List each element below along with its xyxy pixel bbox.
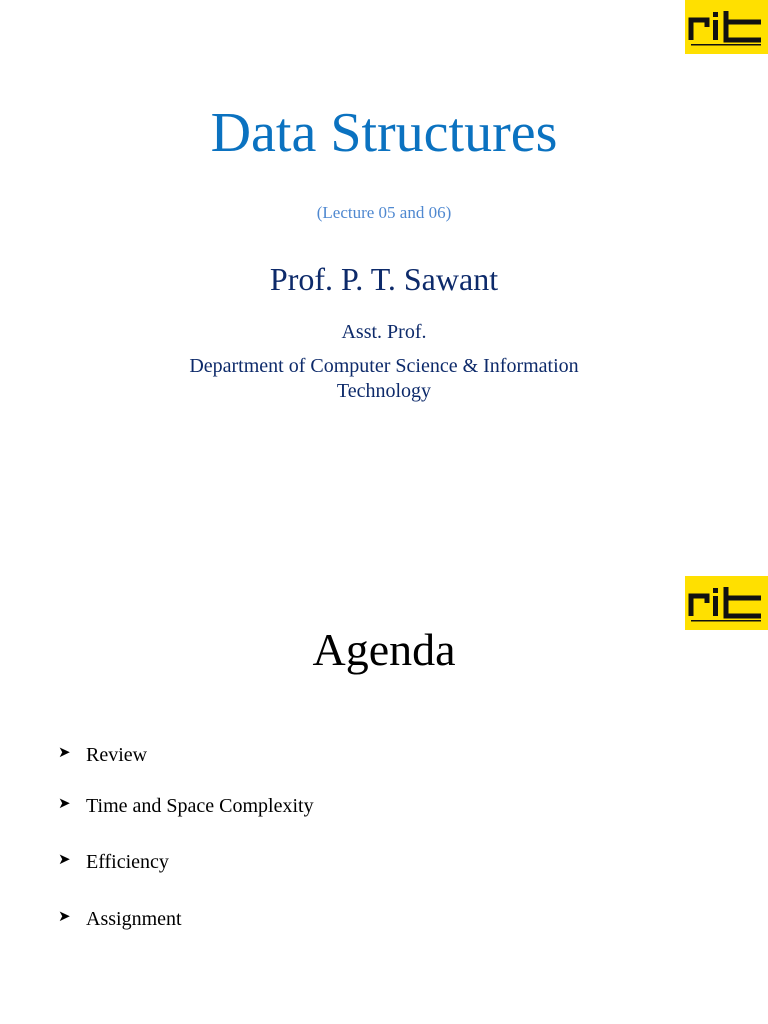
- list-item-label: Efficiency: [86, 851, 169, 873]
- lecture-subtitle: (Lecture 05 and 06): [316, 203, 452, 222]
- author-role: Asst. Prof.: [341, 321, 427, 343]
- rit-logo-icon: [685, 0, 768, 54]
- list-item-label: Time and Space Complexity: [86, 795, 314, 817]
- list-item-label: Review: [86, 744, 148, 766]
- arrow-bullet-icon: ➤: [58, 796, 71, 812]
- arrow-bullet-icon: ➤: [58, 745, 71, 761]
- list-item-label: Assignment: [86, 908, 182, 930]
- arrow-bullet-icon: ➤: [58, 909, 71, 925]
- department-name: Department of Computer Science & Information Technology: [189, 355, 579, 402]
- slide-title: Data Structures: [210, 102, 558, 164]
- author-name: Prof. P. T. Sawant: [269, 261, 499, 297]
- agenda-title: Agenda: [312, 624, 456, 675]
- agenda-list: [0, 512, 768, 1024]
- arrow-bullet-icon: ➤: [58, 852, 71, 868]
- slide-2: [0, 512, 768, 1024]
